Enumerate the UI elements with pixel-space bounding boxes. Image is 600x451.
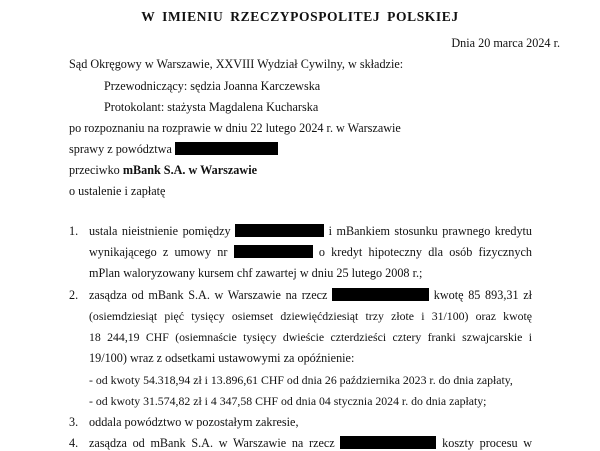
court-composition: Sąd Okręgowy w Warszawie, XXVIII Wydział Cywilny, w składzie: xyxy=(69,57,404,71)
item-3-line-1: oddala powództwo w pozostałym zakresie, xyxy=(89,415,299,429)
item-1-text-c: wynikającego z umowy nr xyxy=(89,245,228,259)
item-1-text-a: ustala nieistnienie pomiędzy xyxy=(89,224,231,238)
item-2-line-4: 19/100) wraz z odsetkami ustawowymi za opóźnienie: xyxy=(89,351,355,365)
item-2-text-b: kwotę 85 893,31 zł xyxy=(433,288,533,302)
judgment-date: Dnia 20 marca 2024 r. xyxy=(451,36,560,50)
item-1-line-1 xyxy=(89,224,532,239)
against-prefix: przeciwko xyxy=(69,163,120,177)
redacted-plaintiff xyxy=(235,224,324,237)
item-2-line-2: (osiemdziesiąt pięć tysięcy osiemset dziewięćdziesiąt trzy złote i 31/100) oraz kwotę xyxy=(89,309,532,323)
item-3-number: 3. xyxy=(69,415,79,429)
item-1-line-3: mPlan waloryzowany kursem chf zawartej w dniu 25 lutego 2008 r.; xyxy=(89,266,423,280)
redacted-contract-number xyxy=(234,245,313,258)
item-1-number: 1. xyxy=(69,224,79,238)
defendant-line xyxy=(69,163,257,178)
redacted-plaintiff xyxy=(340,436,436,449)
item-2-line-5: - od kwoty 54.318,94 zł i 13.896,61 CHF od dnia 26 października 2023 r. do dnia zapłaty, xyxy=(89,373,513,387)
item-2-text-a: zasądza od mBank S.A. w Warszawie na rzecz xyxy=(89,288,328,302)
item-4-text-a: zasądza od mBank S.A. w Warszawie na rzecz xyxy=(89,436,335,450)
defendant-name: mBank S.A. w Warszawie xyxy=(122,163,257,177)
redacted-plaintiff xyxy=(175,142,278,155)
hearing-info: po rozpoznaniu na rozprawie w dniu 22 lutego 2024 r. w Warszawie xyxy=(69,121,401,135)
case-subject: o ustalenie i zapłatę xyxy=(69,184,166,198)
redacted-plaintiff xyxy=(332,288,429,301)
court-clerk: Protokolant: stażysta Magdalena Kucharska xyxy=(104,100,319,114)
presiding-judge: Przewodniczący: sędzia Joanna Karczewska xyxy=(104,79,321,93)
item-4-line-1 xyxy=(89,436,532,451)
item-2-number: 2. xyxy=(69,288,79,302)
item-4-text-b: koszty procesu w xyxy=(442,436,533,450)
item-2-line-6: - od kwoty 31.574,82 zł i 4 347,58 CHF od dnia 04 stycznia 2024 r. do dnia zapłaty; xyxy=(89,394,487,408)
document-heading: W IMIENIU RZECZYPOSPOLITEJ POLSKIEJ xyxy=(141,9,459,24)
case-prefix: sprawy z powództwa xyxy=(69,142,172,156)
item-1-line-2 xyxy=(89,245,532,260)
item-2-line-1 xyxy=(89,288,532,303)
item-4-number: 4. xyxy=(69,436,79,450)
item-2-line-3: 18 244,19 CHF (osiemnaście tysięcy dwieście czterdzieści cztery franki szwajcarskie i xyxy=(89,330,532,344)
item-1-text-b: i mBankiem stosunku prawnego kredytu xyxy=(328,224,533,238)
plaintiff-line xyxy=(69,142,278,157)
item-1-text-d: o kredyt hipoteczny dla osób fizycznych xyxy=(318,245,532,259)
